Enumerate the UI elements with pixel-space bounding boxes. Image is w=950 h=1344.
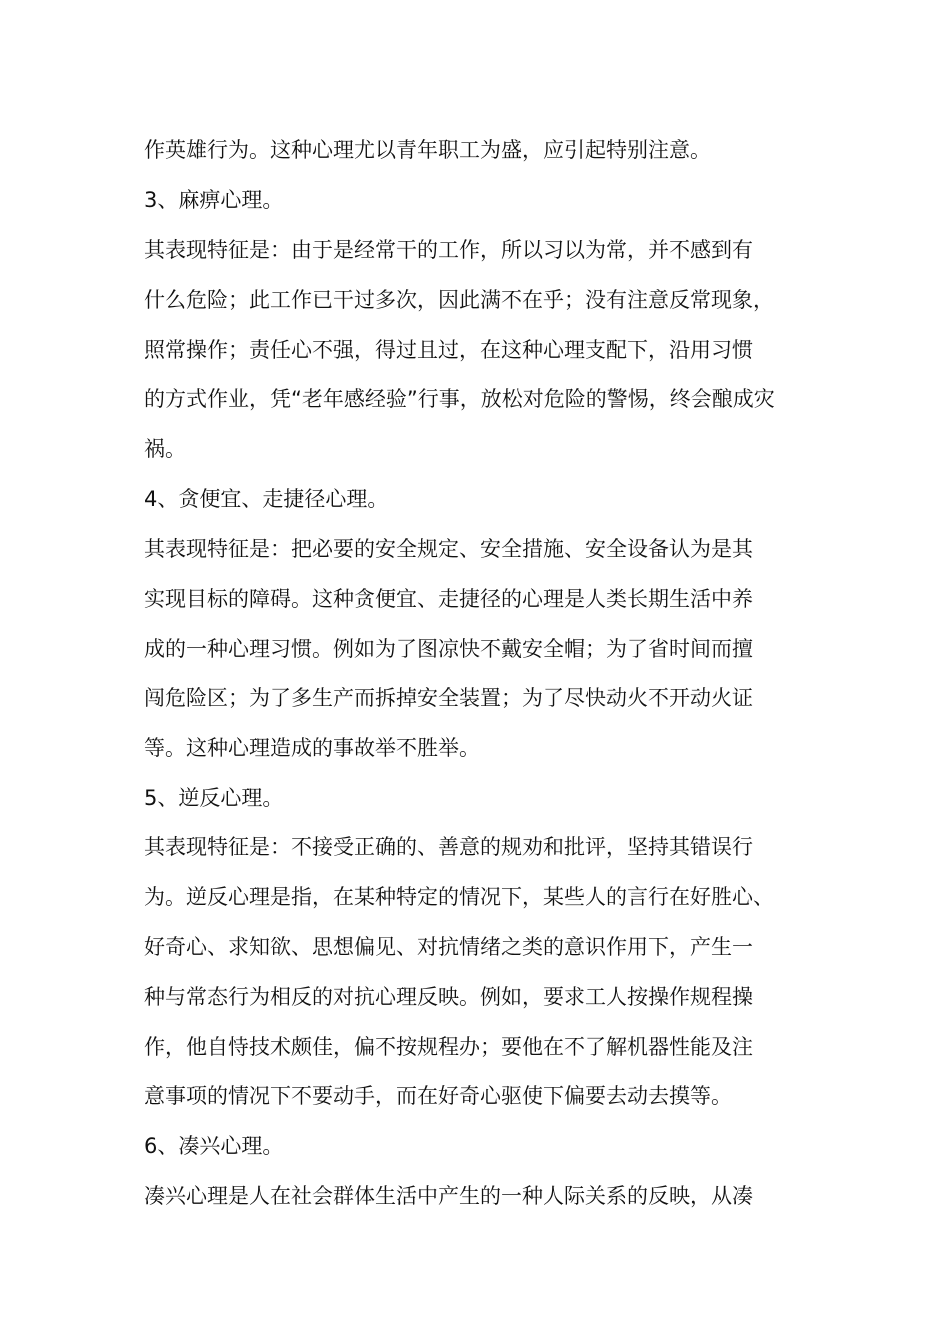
text-line: 等。这种心理造成的事故举不胜举。 xyxy=(144,736,480,760)
text-line: 为。逆反心理是指，在某种特定的情况下，某些人的言行在好胜心、 xyxy=(144,885,774,909)
text-line: 实现目标的障碍。这种贪便宜、走捷径的心理是人类长期生活中养 xyxy=(144,587,753,611)
text-line: 其表现特征是：把必要的安全规定、安全措施、安全设备认为是其 xyxy=(144,537,753,561)
text-line: 祸。 xyxy=(144,437,186,461)
text-line: 其表现特征是：由于是经常干的工作，所以习以为常，并不感到有 xyxy=(144,238,753,262)
text-line: 其表现特征是：不接受正确的、善意的规劝和批评，坚持其错误行 xyxy=(144,835,753,859)
text-line: 成的一种心理习惯。例如为了图凉快不戴安全帽；为了省时间而擅 xyxy=(144,637,753,661)
text-line: 闯危险区；为了多生产而拆掉安全装置；为了尽快动火不开动火证 xyxy=(144,686,753,710)
text-line: 意事项的情况下不要动手，而在好奇心驱使下偏要去动去摸等。 xyxy=(144,1084,732,1108)
section-heading-6: 6、凑兴心理。 xyxy=(144,1134,284,1158)
text-line: 作英雄行为。这种心理尤以青年职工为盛，应引起特别注意。 xyxy=(144,138,711,162)
text-line: 照常操作；责任心不强，得过且过，在这种心理支配下，沿用习惯 xyxy=(144,338,753,362)
section-heading-5: 5、逆反心理。 xyxy=(144,786,284,810)
text-line: 好奇心、求知欲、思想偏见、对抗情绪之类的意识作用下，产生一 xyxy=(144,935,753,959)
text-line: 作，他自恃技术颇佳，偏不按规程办；要他在不了解机器性能及注 xyxy=(144,1035,753,1059)
text-line: 的方式作业，凭“老年感经验”行事，放松对危险的警惕，终会酿成灾 xyxy=(144,387,775,411)
text-line: 什么危险；此工作已干过多次，因此满不在乎；没有注意反常现象， xyxy=(144,288,774,312)
section-heading-3: 3、麻痹心理。 xyxy=(144,188,284,212)
section-heading-4: 4、贪便宜、走捷径心理。 xyxy=(144,487,389,511)
text-line: 种与常态行为相反的对抗心理反映。例如，要求工人按操作规程操 xyxy=(144,985,753,1009)
text-line: 凑兴心理是人在社会群体生活中产生的一种人际关系的反映，从凑 xyxy=(144,1184,753,1208)
